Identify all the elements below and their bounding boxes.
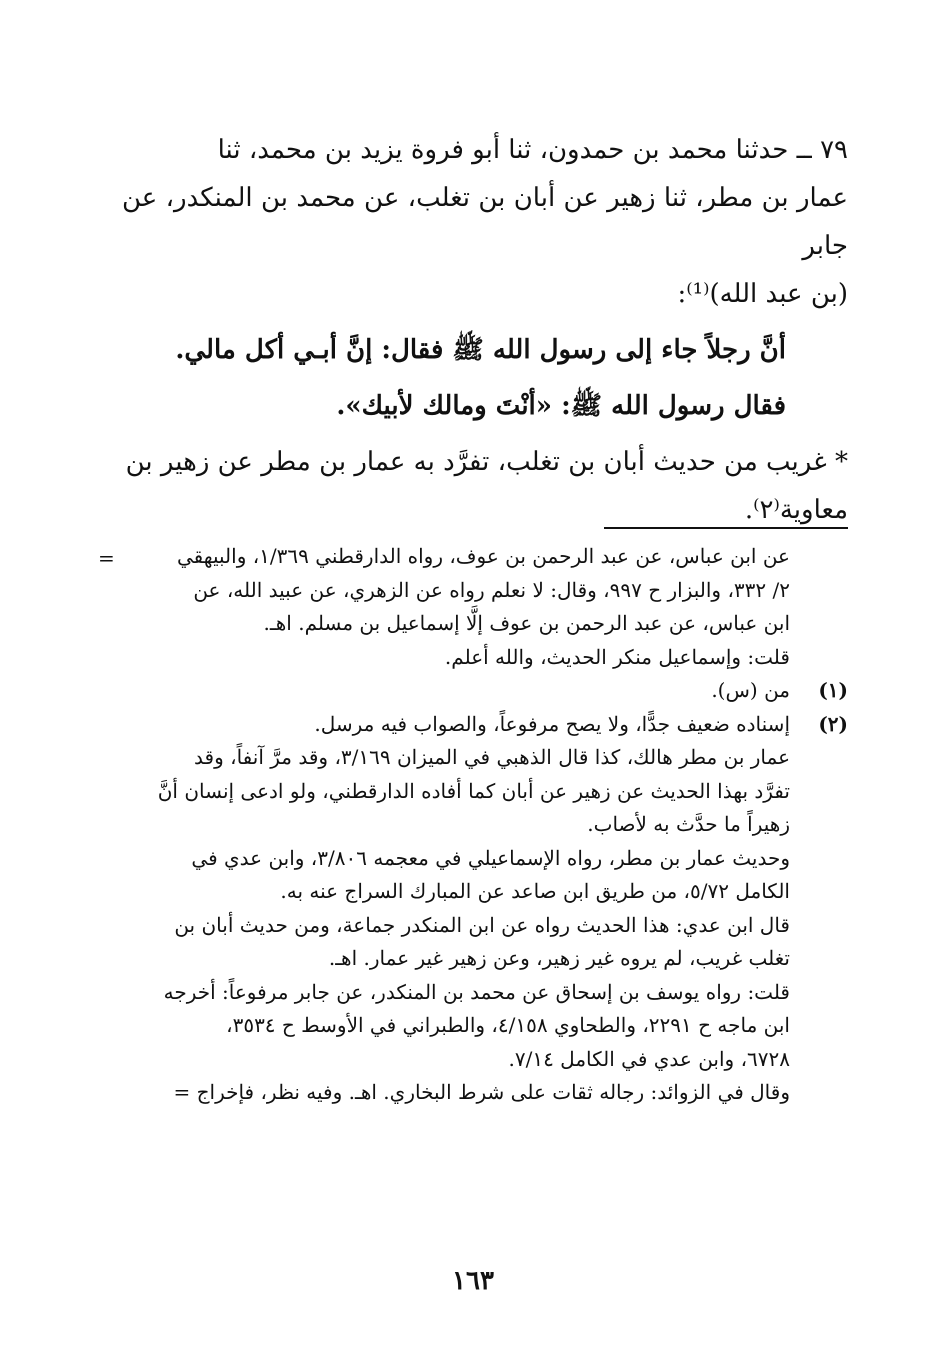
footnote-line: إسناده ضعيف جدًّا، ولا يصح مرفوعاً، والصواب فيه مرسل. — [314, 711, 790, 736]
footnote-marker: (١) — [818, 678, 848, 702]
footnote-divider — [604, 527, 848, 529]
continuation-mark: = — [98, 546, 115, 570]
footnote-line: زهيراً ما حدَّث به لأصاب. — [587, 812, 790, 836]
footnote-line: قال ابن عدي: هذا الحديث رواه عن ابن المنكدر جماعة، ومن حديث أبان بن — [174, 912, 790, 937]
footnote-marker: (٢) — [818, 711, 848, 736]
footnote-continued — [98, 540, 848, 674]
isnad-line: عمار بن مطر، ثنا زهير عن أبان بن تغلب، عن محمد بن المنكدر، عن جابر — [122, 183, 848, 261]
isnad-line: ٧٩ ــ حدثنا محمد بن حمدون، ثنا أبو فروة يزيد بن محمد، ثنا — [217, 135, 848, 165]
footnote-line: من (س). — [711, 678, 790, 702]
footnote-line: الكامل ٥/٧٢، من طريق ابن صاعد عن المبارك السراج عنه به. — [280, 879, 790, 903]
footnote-line: عن ابن عباس، عن عبد الرحمن بن عوف، رواه الدارقطني ١/٣٦٩، والبيهقي — [176, 544, 790, 568]
footnote-line: قلت: رواه يوسف بن إسحاق عن محمد بن المنكدر، عن جابر مرفوعاً: أخرجه — [163, 979, 790, 1004]
commentary-line: معاوية⁽٢⁾. — [744, 495, 848, 525]
matn-line: فقال رسول الله ﷺ: «أنْتَ ومالك لأبيك». — [336, 391, 786, 421]
footnote-1 — [102, 674, 848, 708]
isnad-line: (بن عبد الله)⁽¹⁾: — [677, 279, 848, 309]
footnote-line: عمار بن مطر هالك، كذا قال الذهبي في الميزان ٣/١٦٩، وقد مرَّ آنفاً، وقد — [194, 745, 790, 769]
matn-line: أنَّ رجلاً جاء إلى رسول الله ﷺ فقال: إنَّ أبـي أكل مالي. — [175, 335, 786, 365]
footnote-line: تغلب غريب، لم يروه غير زهير، وعن زهير غير عمار. اهـ. — [328, 946, 790, 970]
footnotes-section — [98, 540, 848, 1110]
footnote-line: ابن عباس، عن عبد الرحمن بن عوف إلَّا إسماعيل بن مسلم. اهـ. — [263, 611, 790, 635]
footnote-line: ٦٧٢٨، وابن عدي في الكامل ٧/١٤. — [508, 1046, 790, 1071]
footnote-line: وحديث عمار بن مطر، رواه الإسماعيلي في معجمه ٣/٨٠٦، وابن عدي في — [191, 845, 790, 870]
footnote-line: تفرَّد بهذا الحديث عن زهير عن أبان كما أفاده الدارقطني، ولو ادعى إنسان أنَّ — [157, 778, 790, 803]
footnote-line: وقال في الزوائد: رجاله ثقات على شرط البخاري. اهـ. وفيه نظر، فإخراج = — [173, 1080, 790, 1104]
page-number: ١٦٣ — [452, 1266, 494, 1296]
hadith-section — [122, 126, 848, 534]
footnote-line: قلت: وإسماعيل منكر الحديث، والله أعلم. — [444, 644, 790, 669]
commentary-line: * غريب من حديث أبان بن تغلب، تفرَّد به عمار بن مطر عن زهير بن — [125, 447, 848, 477]
footnote-2 — [102, 708, 848, 1110]
footnote-line: ٢/ ٣٣٢، والبزار ح ٩٩٧، وقال: لا نعلم رواه عن الزهري، عن عبيد الله، عن — [193, 577, 790, 602]
footnote-line: ابن ماجه ح ٢٢٩١، والطحاوي ٤/١٥٨، والطبراني في الأوسط ح ٣٥٣٤، — [226, 1013, 790, 1037]
